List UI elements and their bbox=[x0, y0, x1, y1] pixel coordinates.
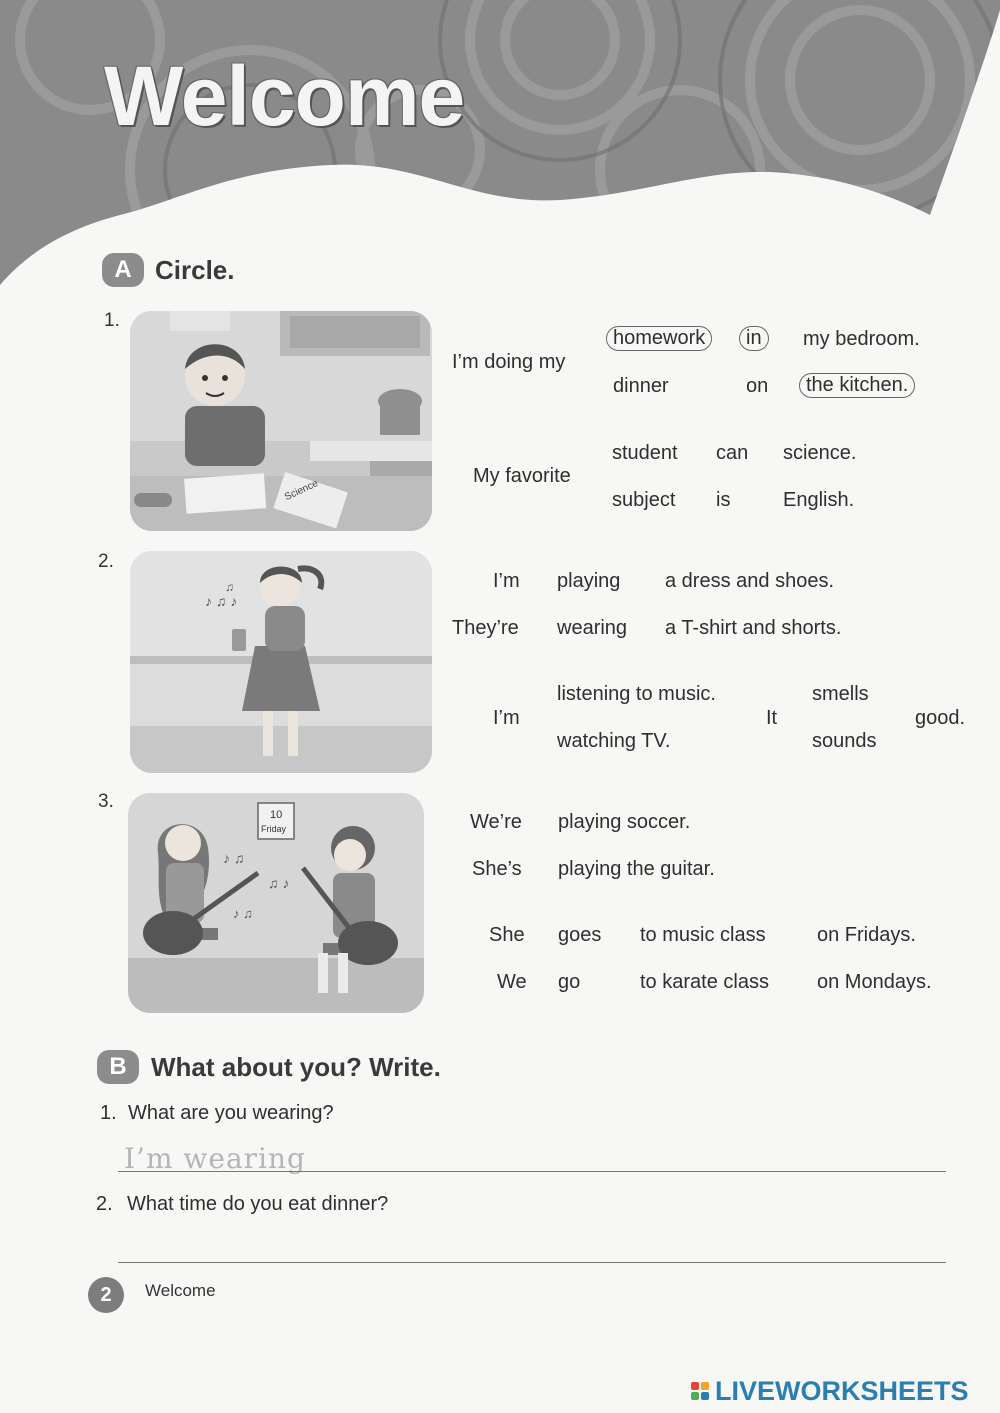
i3-s2-opt1b[interactable]: go bbox=[558, 971, 581, 993]
i3-s2-opt3b[interactable]: on Mondays. bbox=[817, 971, 932, 993]
i3-s1-lead1: We’re bbox=[470, 811, 522, 833]
i2-s1-lead1: I’m bbox=[493, 570, 520, 592]
item-1-picture bbox=[130, 311, 432, 531]
i1-s1-lead: I’m doing my bbox=[452, 351, 566, 373]
section-a-title: Circle. bbox=[155, 255, 235, 285]
i3-s2-opt1a[interactable]: goes bbox=[558, 924, 602, 946]
liveworksheets-brand: LIVEWORKSHEETS bbox=[715, 1375, 969, 1406]
i3-s1-lead2: She’s bbox=[472, 858, 522, 880]
i1-s1-opt1b[interactable]: dinner bbox=[613, 375, 669, 397]
section-b-badge: B bbox=[97, 1050, 139, 1084]
i3-s2-opt3a[interactable]: on Fridays. bbox=[817, 924, 916, 946]
i2-s1-opt1b[interactable]: wearing bbox=[557, 617, 628, 639]
i1-s1-opt1a[interactable]: homework bbox=[606, 326, 712, 351]
svg-text:♪ ♫ ♪: ♪ ♫ ♪ bbox=[205, 593, 238, 609]
q2-answer-line[interactable] bbox=[118, 1262, 946, 1263]
i1-s1-opt2a[interactable]: in bbox=[739, 326, 769, 351]
liveworksheets-logo-icon bbox=[690, 1381, 712, 1401]
i1-s2-lead: My favorite bbox=[473, 465, 571, 487]
i1-s1-opt3b[interactable]: the kitchen. bbox=[799, 373, 915, 398]
i2-s2-lead: I’m bbox=[493, 707, 520, 729]
i3-s2-opt2b[interactable]: to karate class bbox=[640, 971, 769, 993]
q1-trace-text: I’m wearing bbox=[124, 1142, 306, 1175]
q1-number: 1. bbox=[100, 1102, 117, 1124]
q2-number: 2. bbox=[96, 1193, 113, 1215]
i1-s2-opt1b[interactable]: subject bbox=[612, 489, 676, 511]
i2-s2-opt2b[interactable]: sounds bbox=[812, 730, 877, 752]
calendar-day: 10 bbox=[270, 809, 283, 821]
i2-s2-opt1b[interactable]: watching TV. bbox=[557, 730, 671, 752]
i3-s1-opt1b[interactable]: playing the guitar. bbox=[558, 858, 715, 880]
section-b-title: What about you? Write. bbox=[151, 1052, 441, 1082]
item-2-number: 2. bbox=[98, 551, 114, 572]
footer-label: Welcome bbox=[145, 1281, 216, 1300]
item-3-picture bbox=[128, 793, 424, 1013]
item-3-number: 3. bbox=[98, 791, 114, 812]
i2-s2-opt1a[interactable]: listening to music. bbox=[557, 683, 716, 705]
section-a-badge: A bbox=[102, 253, 144, 287]
svg-text:♪ ♫: ♪ ♫ bbox=[223, 850, 245, 866]
i1-s2-opt3a[interactable]: science. bbox=[783, 442, 857, 464]
q1-text: What are you wearing? bbox=[128, 1102, 334, 1124]
i1-s1-opt2b[interactable]: on bbox=[746, 375, 769, 397]
calendar-weekday: Friday bbox=[261, 824, 287, 834]
i3-s2-lead2: We bbox=[497, 971, 527, 993]
i2-s2-end: good. bbox=[915, 707, 966, 729]
liveworksheets-logo bbox=[690, 1374, 969, 1408]
i1-s2-opt2a[interactable]: can bbox=[716, 442, 749, 464]
svg-text:♪ ♫: ♪ ♫ bbox=[233, 906, 253, 921]
item-2-picture bbox=[130, 551, 432, 773]
i2-s1-opt1a[interactable]: playing bbox=[557, 570, 621, 592]
science-book-label: Science bbox=[283, 478, 320, 504]
i3-s2-opt2a[interactable]: to music class bbox=[640, 924, 766, 946]
page-number-badge: 2 bbox=[88, 1277, 124, 1313]
i1-s1-opt3a[interactable]: my bedroom. bbox=[803, 328, 920, 350]
i2-s1-opt2b[interactable]: a T-shirt and shorts. bbox=[665, 617, 842, 639]
i2-s2-opt2a[interactable]: smells bbox=[812, 683, 869, 705]
i1-s2-opt1a[interactable]: student bbox=[612, 442, 678, 464]
q1-answer-line[interactable] bbox=[118, 1171, 946, 1172]
item-1-number: 1. bbox=[104, 310, 120, 331]
i1-s2-opt3b[interactable]: English. bbox=[783, 489, 855, 511]
svg-text:♫ ♪: ♫ ♪ bbox=[268, 875, 290, 891]
svg-text:♫: ♫ bbox=[225, 580, 234, 594]
i2-s1-opt2a[interactable]: a dress and shoes. bbox=[665, 570, 834, 592]
i2-s2-mid: It bbox=[766, 707, 778, 729]
q2-text: What time do you eat dinner? bbox=[127, 1193, 389, 1215]
page-title: Welcome bbox=[104, 49, 465, 143]
i2-s1-lead2: They’re bbox=[452, 617, 519, 639]
i3-s2-lead1: She bbox=[489, 924, 525, 946]
i3-s1-opt1a[interactable]: playing soccer. bbox=[558, 811, 691, 833]
i1-s2-opt2b[interactable]: is bbox=[716, 489, 731, 511]
header-banner bbox=[0, 0, 1000, 300]
